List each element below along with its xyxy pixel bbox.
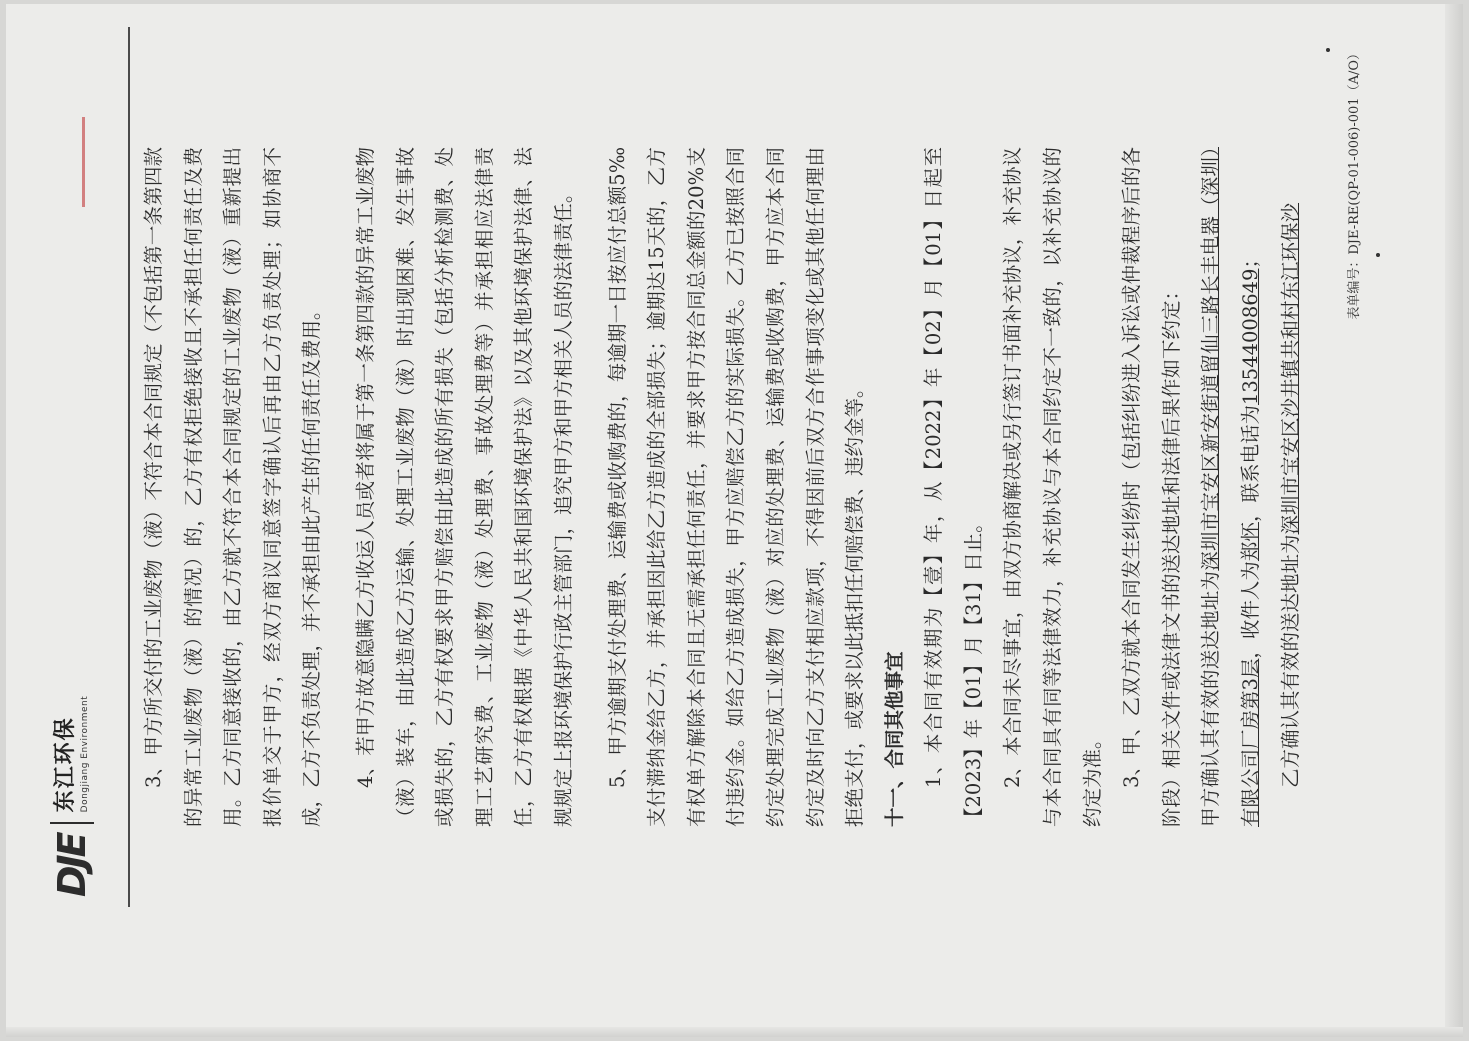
section-11-item-2: 2、本合同未尽事宜，由双方协商解决或另行签订书面补充协议，补充协议与本合同具有同等法律效力，补充协议与本合同约定不一致的，以补充协议的约定为准。 bbox=[1001, 147, 1104, 827]
scan-speck bbox=[1376, 253, 1380, 257]
scanned-page bbox=[6, 4, 1463, 1037]
party-a-prefix: 甲方确认其有效的送达地址为 bbox=[1199, 570, 1223, 827]
form-number: 表单编号：DJE-RE(QP-01-006)-001（A/O） bbox=[1347, 47, 1362, 320]
page-header bbox=[44, 4, 108, 897]
party-a-end: ； bbox=[1239, 249, 1263, 269]
party-a-delivery-address bbox=[1191, 147, 1270, 827]
contract-body bbox=[134, 147, 1310, 827]
party-b-prefix: 乙方确认其有效的送达地址为 bbox=[1278, 534, 1302, 788]
party-a-contact: 郑怀 bbox=[1239, 522, 1263, 562]
rotated-page-content bbox=[6, 4, 1463, 1037]
red-stamp-mark bbox=[44, 117, 85, 207]
company-name-en: Dongjiang Environment bbox=[80, 695, 90, 813]
page-edge-shadow bbox=[1445, 4, 1463, 1037]
section-11-item-3: 3、甲、乙双方就本合同发生纠纷时（包括纠纷进入诉讼或仲裁程序后的各阶段）相关文件或法律文书的送达地址和法律后果作如下约定： bbox=[1120, 147, 1183, 827]
company-name-cn: 东江环保 bbox=[53, 716, 78, 813]
logo-mark: DJE bbox=[50, 822, 94, 897]
party-a-address: 深圳市宝安区新安街道留仙三路长丰电器（深圳）有限公司厂房第3层 bbox=[1199, 147, 1263, 827]
party-a-phone-prefix: ，联系电话为 bbox=[1239, 405, 1263, 523]
section-11-item-1: 1、本合同有效期为【壹】年，从【2022】年【02】月【01】日起至【2023】年【01】月【31】日止。 bbox=[922, 147, 985, 827]
party-a-phone: 13544008649 bbox=[1239, 268, 1263, 406]
party-a-contact-prefix: ，收件人为 bbox=[1239, 561, 1263, 659]
clause-3: 3、甲方所交付的工业废物（液）不符合本合同规定（不包括第一条第四款的异常工业废物（液）的情况）的，乙方有权拒绝接收且不承担任何责任及费用。乙方同意接收的，由乙方就不符合本合同规定的工业废物（液）重新提出报价单交于甲方，经双方商议同意签字确认后再由乙方负责处理；如协商不成，乙方不负责处理，并不承担由此产生的任何责任及费用。 bbox=[142, 147, 324, 827]
clause-4: 4、若甲方故意隐瞒乙方收运人员或者将属于第一条第四款的异常工业废物（液）装车，由此造成乙方运输、处理工业废物（液）时出现困难、发生事故或损失的，乙方有权要求甲方赔偿由此造成的所有损失（包括分析检测费、处理工艺研究费、工业废物（液）处理费、事故处理费等）并承担相应法律责任，乙方有权根据《中华人民共和国环境保护法》以及其他环境保护法律、法规规定上报环境保护行政主管部门，追究甲方和甲方相关人员的法律责任。 bbox=[353, 147, 575, 827]
company-logo bbox=[50, 696, 94, 897]
logo-text bbox=[53, 696, 91, 813]
clause-5: 5、甲方逾期支付处理费、运输费或收购费的，每逾期一日按应付总额5‰支付滞纳金给乙方，并承担因此给乙方造成的全部损失；逾期达15天的，乙方有权单方解除本合同且无需承担任何责任，并要求甲方按合同总金额的20%支付违约金。如给乙方造成损失，甲方应赔偿乙方的实际损失。乙方已按照合同约定处理完成工业废物（液）对应的处理费、运输费或收购费，甲方应本合同约定及时向乙方支付相应款项，不得因前后双方合作事项变化或其他任何理由拒绝支付，或要求以此抵扣任何赔偿费、违约金等。 bbox=[605, 147, 867, 827]
party-b-delivery-address bbox=[1271, 147, 1311, 827]
page-edge-shadow bbox=[6, 1027, 1463, 1037]
scan-speck bbox=[1326, 48, 1330, 52]
party-b-address: 深圳市宝安区沙井镇共和村东江环保沙 bbox=[1278, 202, 1302, 535]
section-11-heading: 十一、合同其他事宜 bbox=[882, 651, 906, 827]
header-rule bbox=[128, 27, 130, 907]
